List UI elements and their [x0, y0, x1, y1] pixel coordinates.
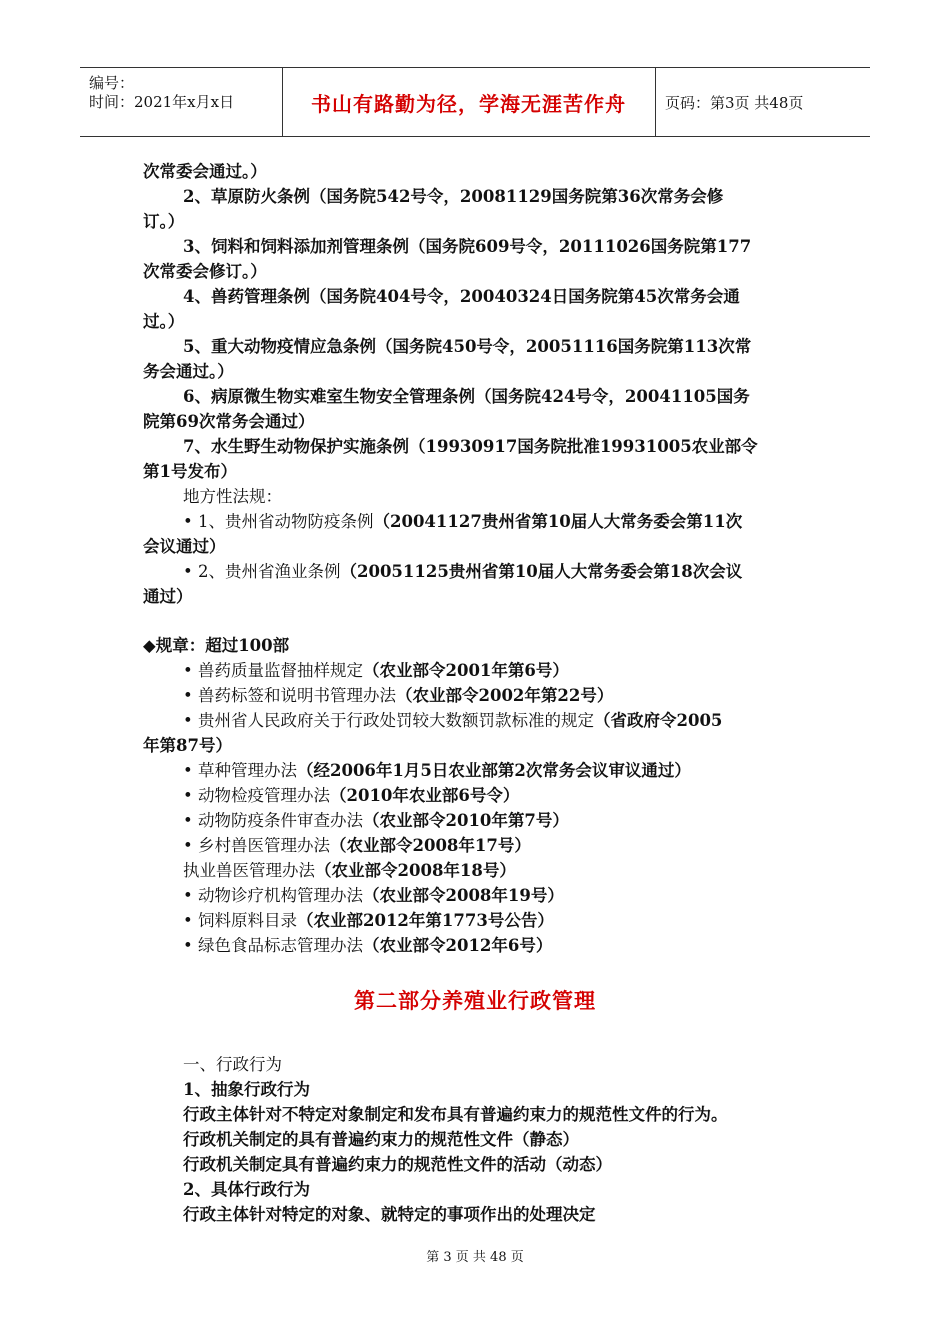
header-page-info: 页码：第3页 共48页 [665, 94, 804, 112]
reg-line: 5、重大动物疫情应急条例（国务院450号令，20051116国务院第113次常 [183, 337, 752, 356]
header-meta [80, 68, 283, 136]
local-reg-item: • 2、贵州省渔业条例（20051125贵州省第10届人大常务委会第18次会议 [183, 562, 743, 581]
section-line: 2、具体行政行为 [183, 1180, 310, 1199]
section-title: 第二部分养殖业行政管理 [354, 988, 596, 1013]
reg-line: 7、水生野生动物保护实施条例（19930917国务院批准19931005农业部令 [183, 437, 758, 456]
rules-heading: ◆规章：超过100部 [143, 636, 290, 655]
rule-item: • 贵州省人民政府关于行政处罚较大数额罚款标准的规定（省政府令2005 [183, 711, 723, 730]
page-footer: 第 3 页 共 48 页 [426, 1250, 524, 1265]
reg-line: 院第69次常务会通过） [143, 412, 315, 431]
rule-item: • 乡村兽医管理办法（农业部令2008年17号） [183, 836, 531, 855]
local-reg-item: • 1、贵州省动物防疫条例（20041127贵州省第10届人大常务委会第11次 [183, 512, 743, 531]
rule-item: • 饲料原料目录（农业部2012年第1773号公告） [183, 911, 554, 930]
rule-item: • 动物检疫管理办法（2010年农业部6号令） [183, 786, 520, 805]
rule-item: • 绿色食品标志管理办法（农业部令2012年6号） [183, 936, 553, 955]
header-motto: 书山有路勤为径，学海无涯苦作舟 [282, 68, 656, 136]
reg-line: 次常委会修订。） [143, 262, 267, 281]
rule-item: • 动物诊疗机构管理办法（农业部令2008年19号） [183, 886, 564, 905]
rule-item: • 兽药标签和说明书管理办法（农业部令2002年第22号） [183, 686, 614, 705]
section-line: 行政机关制定具有普遍约束力的规范性文件的活动（动态） [183, 1155, 612, 1174]
local-reg-item-cont: 通过） [143, 587, 193, 606]
header-number: 编号： [89, 74, 135, 92]
local-reg-item-cont: 会议通过） [143, 537, 226, 556]
section-line: 行政主体针对不特定对象制定和发布具有普遍约束力的规范性文件的行为。 [183, 1105, 728, 1124]
page-header [80, 67, 870, 137]
reg-line: 订。） [143, 212, 185, 231]
rule-item: • 动物防疫条件审查办法（农业部令2010年第7号） [183, 811, 569, 830]
reg-line: 4、兽药管理条例（国务院404号令，20040324日国务院第45次常务会通 [183, 287, 740, 306]
reg-line: 务会通过。） [143, 362, 234, 381]
reg-line: 次常委会通过。） [143, 162, 267, 181]
header-time: 时间：2021年x月x日 [89, 93, 235, 111]
local-regs-heading: 地方性法规： [183, 487, 282, 506]
rule-item: 执业兽医管理办法（农业部令2008年18号） [183, 861, 516, 880]
reg-line: 2、草原防火条例（国务院542号令，20081129国务院第36次常务会修 [183, 187, 724, 206]
section-line: 行政机关制定的具有普遍约束力的规范性文件（静态） [183, 1130, 579, 1149]
rule-item: • 兽药质量监督抽样规定（农业部令2001年第6号） [183, 661, 569, 680]
reg-line: 第1号发布） [143, 462, 237, 481]
reg-line: 3、饲料和饲料添加剂管理条例（国务院609号令，20111026国务院第177 [183, 237, 752, 256]
section-line: 行政主体针对特定的对象、就特定的事项作出的处理决定 [183, 1205, 596, 1224]
reg-line: 过。） [143, 312, 185, 331]
rule-item-cont: 年第87号） [143, 736, 232, 755]
section-line: 1、抽象行政行为 [183, 1080, 310, 1099]
reg-line: 6、病原微生物实难室生物安全管理条例（国务院424号令，20041105国务 [183, 387, 750, 406]
rule-item: • 草种管理办法（经2006年1月5日农业部第2次常务会议审议通过） [183, 761, 691, 780]
section-line: 一、行政行为 [183, 1055, 282, 1074]
